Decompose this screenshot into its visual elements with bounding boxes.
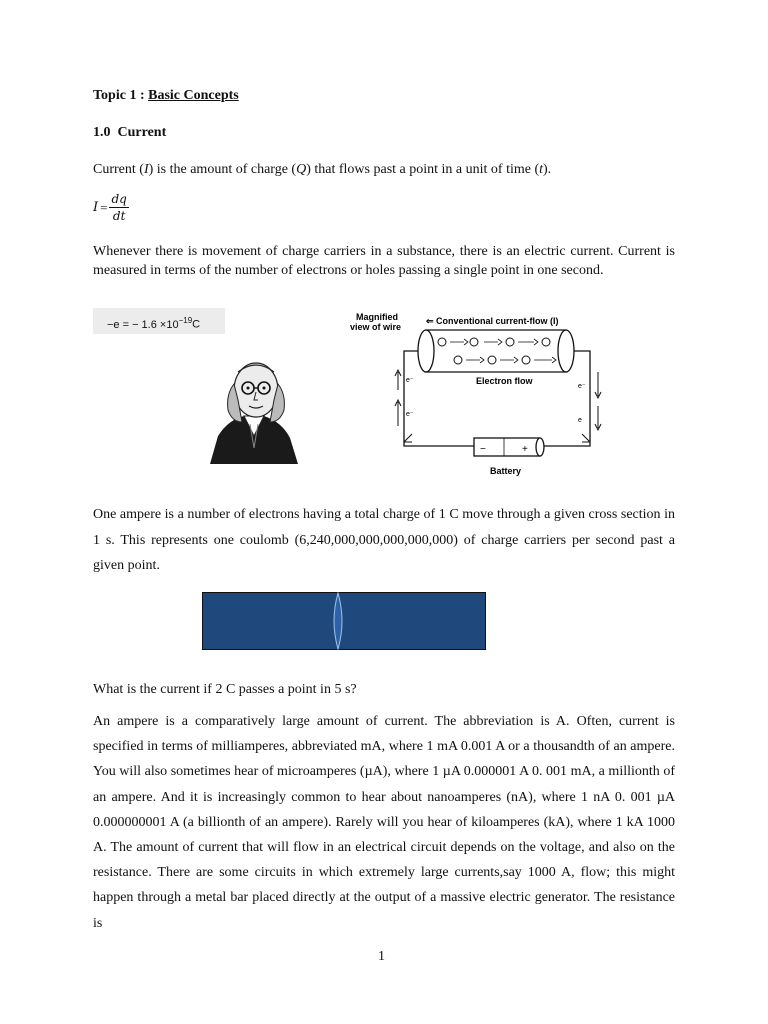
section-number: 1.0 — [93, 125, 111, 140]
paragraph-units-of-current: An ampere is a comparatively large amount of current. The abbreviation is A. Often, current is specified in terms of milliamperes, abbreviated mA, where 1 mA 0.001 A or a thousandth of an ampere. You will also sometimes hear of microamperes (µA), where 1 µA 0.000001 A 0. 001 mA, a millionth of an ampere. And it is increasingly common to hear about nanoamperes (nA), where 1 nA 0. 001 µA 0.000000001 A (a billionth of an ampere). Rarely will you hear of kiloamperes (kA), where 1 kA 1000 A. The amount of current that will flow in an electrical circuit depends on the voltage, and also on the resistance. There are some circuits in which extremely large currents,say 1000 A, flow; this might happen through a metal bar placed directly at the output of a massive electric generator. The resistance is — [93, 714, 675, 931]
def-text-3: ) that flows past a point in a unit of time ( — [306, 162, 540, 177]
charge-exponent: −19 — [178, 316, 193, 325]
def-symbol-i: I — [143, 162, 149, 177]
paragraph-movement: Whenever there is movement of charge carriers in a substance, there is an electric current. Current is measured in terms of the number of electrons or holes passing a single point in one second. — [93, 244, 675, 278]
topic-prefix: Topic 1 : — [93, 88, 149, 103]
paragraph-ampere-definition: One ampere is a number of electrons having a total charge of 1 C move through a given cross section in 1 s. This represents one coulomb (6,240,000,000,000,000,000) of charge carriers per second past a given point. — [93, 507, 675, 573]
question-text: What is the current if 2 C passes a point in 5 s? — [93, 682, 357, 697]
electron-flow-label: Electron flow — [476, 376, 533, 386]
equation-lhs: I — [93, 200, 99, 215]
equation-fraction — [109, 192, 128, 223]
conductor-cross-section — [202, 592, 486, 650]
equation-equals: = — [100, 199, 108, 215]
equation-denominator: dt — [112, 209, 126, 223]
page-number: 1 — [378, 949, 385, 964]
equation-numerator: dq — [111, 192, 127, 206]
magnified-label-line1: Magnified — [356, 312, 398, 322]
charge-unit: C — [192, 318, 201, 331]
def-symbol-t: t — [539, 162, 544, 177]
electron-flow-diagram — [346, 306, 616, 476]
battery-minus-sign: − — [480, 444, 486, 455]
electron-marker-left-bottom: e⁻ — [406, 411, 414, 418]
electron-marker-right-top: e⁻ — [578, 383, 586, 390]
current-definition — [93, 162, 551, 178]
electron-marker-right-bottom: e — [578, 417, 582, 424]
conventional-current-label: ⇐ Conventional current-flow (I) — [426, 316, 559, 326]
def-text-1: Current ( — [93, 162, 144, 177]
franklin-portrait — [208, 350, 300, 464]
def-symbol-q: Q — [296, 162, 307, 177]
def-text-4: ). — [543, 162, 552, 177]
topic-title: Basic Concepts — [148, 88, 239, 103]
battery-label: Battery — [490, 466, 522, 476]
def-text-2: ) is the amount of charge ( — [148, 162, 297, 177]
current-equation — [93, 192, 129, 223]
section-heading — [93, 125, 166, 141]
electron-marker-left-top: e⁻ — [406, 377, 414, 384]
charge-value: −e = − 1.6 ×10 — [107, 318, 179, 331]
topic-heading — [93, 88, 239, 104]
battery-plus-sign: + — [522, 444, 528, 455]
section-title: Current — [117, 125, 167, 140]
electron-charge-box — [93, 308, 225, 334]
magnified-label-line2: view of wire — [350, 322, 402, 332]
